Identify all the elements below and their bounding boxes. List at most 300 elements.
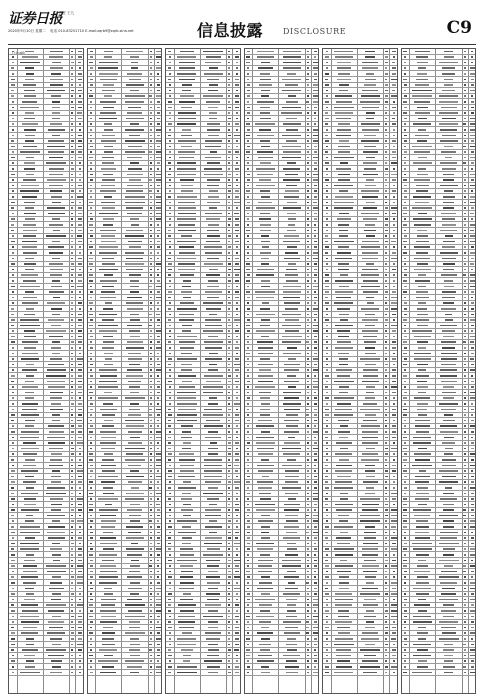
table-cell-text	[228, 532, 231, 534]
table-cell-text	[157, 168, 159, 170]
table-cell-text	[247, 604, 249, 606]
table-cell-text	[23, 224, 36, 226]
table-cell-text	[20, 672, 40, 674]
table-cell-text	[415, 425, 430, 427]
table-cell-text	[325, 84, 329, 86]
table-cell-text	[235, 263, 239, 265]
table-cell-text	[335, 599, 353, 601]
table-cell-text	[90, 123, 92, 125]
table-cell-text	[464, 269, 467, 271]
table-cell-text	[99, 62, 118, 64]
table-cell-text	[11, 286, 15, 288]
table-cell-text	[150, 481, 152, 483]
table-cell-text	[361, 308, 380, 310]
table-cell-text	[470, 230, 474, 232]
table-cell-text	[334, 207, 353, 209]
table-cell-text	[90, 537, 93, 539]
table-cell-text	[78, 218, 83, 220]
table-cell-text	[90, 638, 92, 640]
table-cell-text	[385, 403, 387, 405]
table-cell-text	[205, 213, 222, 215]
table-cell-text	[90, 358, 92, 360]
table-cell-text	[247, 392, 249, 394]
table-cell-text	[444, 565, 453, 567]
table-cell-text	[282, 325, 301, 327]
table-cell-text	[307, 135, 309, 137]
table-cell-text	[247, 476, 250, 478]
table-cell-text	[247, 554, 249, 556]
table-cell-text	[236, 314, 239, 316]
table-cell-text	[90, 286, 92, 288]
table-cell-text	[313, 202, 317, 204]
table-cell-text	[393, 230, 395, 232]
table-cell-text	[204, 73, 223, 75]
table-cell-text	[247, 213, 249, 215]
table-cell-text	[258, 381, 273, 383]
table-cell-text	[417, 565, 428, 567]
table-cell-text	[228, 520, 231, 522]
table-cell-text	[78, 431, 82, 433]
table-cell-text	[234, 560, 239, 562]
table-cell-text	[285, 252, 298, 254]
table-cell-text	[288, 498, 296, 500]
table-cell-text	[326, 353, 328, 355]
table-cell-text	[288, 437, 296, 439]
table-cell-text	[25, 258, 34, 260]
table-cell-text	[288, 263, 296, 265]
table-cell-text	[325, 297, 328, 299]
table-cell-text	[364, 168, 376, 170]
table-cell-text	[260, 610, 270, 612]
table-cell-text	[392, 140, 396, 142]
table-cell-text	[307, 263, 309, 265]
table-column	[87, 48, 163, 694]
table-cell-text	[228, 504, 230, 506]
table-cell-text	[362, 453, 378, 455]
table-cell-text	[414, 515, 430, 517]
table-cell-text	[314, 588, 317, 590]
table-cell-text	[150, 554, 152, 556]
table-cell-text	[471, 56, 473, 58]
table-cell-text	[364, 560, 376, 562]
table-cell-text	[392, 90, 395, 92]
table-cell-text	[307, 526, 309, 528]
table-cell-text	[385, 532, 387, 534]
table-cell-text	[24, 263, 36, 265]
table-cell-text	[11, 481, 15, 483]
table-cell-text	[404, 129, 406, 131]
table-cell-text	[169, 392, 171, 394]
table-cell-text	[236, 118, 239, 120]
table-cell-text	[313, 599, 318, 601]
table-cell-text	[168, 67, 171, 69]
table-cell-text	[235, 420, 239, 422]
table-cell-text	[464, 185, 466, 187]
table-cell-text	[71, 269, 73, 271]
table-cell-text	[285, 308, 298, 310]
table-cell-text	[104, 129, 113, 131]
table-cell-text	[326, 202, 328, 204]
table-cell-text	[169, 190, 171, 192]
table-cell-text	[130, 437, 140, 439]
table-cell-text	[392, 375, 397, 377]
table-cell-text	[49, 168, 64, 170]
table-cell-text	[260, 554, 270, 556]
table-cell-text	[228, 655, 230, 657]
table-cell-text	[470, 157, 475, 159]
table-cell-text	[127, 308, 143, 310]
table-row	[402, 670, 476, 676]
table-cell-text	[104, 123, 112, 125]
table-cell-text	[404, 56, 406, 58]
table-cell-text	[385, 218, 387, 220]
table-cell-text	[236, 448, 238, 450]
table-cell-text	[416, 241, 429, 243]
table-cell-text	[259, 604, 272, 606]
table-cell-text	[104, 593, 113, 595]
newspaper-logo: 证券日报	[8, 11, 62, 27]
table-cell-text	[100, 79, 117, 81]
table-cell-text	[325, 610, 329, 612]
table-cell-text	[71, 79, 73, 81]
table-cell-text	[11, 325, 14, 327]
table-cell-text	[307, 649, 309, 651]
table-cell-text	[90, 269, 92, 271]
table-cell-text	[156, 638, 162, 640]
table-cell-text	[102, 263, 115, 265]
table-cell-text	[391, 526, 396, 528]
table-cell-text	[314, 666, 316, 668]
table-cell-text	[235, 95, 239, 97]
table-cell-text	[150, 84, 152, 86]
table-cell-text	[26, 157, 34, 159]
table-cell-text	[307, 481, 310, 483]
table-cell-text	[307, 465, 309, 467]
table-cell-text	[99, 269, 118, 271]
table-cell-text	[90, 520, 93, 522]
table-cell-text	[414, 246, 430, 248]
table-cell-text	[129, 409, 140, 411]
table-cell-text	[339, 358, 348, 360]
table-cell-text	[77, 644, 83, 646]
table-cell-text	[325, 481, 328, 483]
table-cell-text	[168, 308, 171, 310]
table-cell-text	[90, 308, 92, 310]
table-cell-text	[71, 157, 73, 159]
table-cell-text	[235, 459, 239, 461]
table-cell-text	[90, 347, 93, 349]
table-cell-text	[307, 308, 309, 310]
table-cell-text	[442, 632, 456, 634]
table-cell-text	[11, 202, 15, 204]
table-cell-text	[247, 252, 249, 254]
table-cell-text	[90, 151, 92, 153]
table-cell-text	[102, 135, 115, 137]
table-cell-text	[157, 470, 159, 472]
table-cell-text	[385, 632, 387, 634]
table-cell-text	[334, 51, 353, 53]
table-cell-text	[150, 470, 152, 472]
table-cell-text	[203, 51, 223, 53]
table-cell-text	[307, 375, 310, 377]
table-cell-text	[228, 235, 230, 237]
table-cell-text	[464, 593, 466, 595]
table-cell-text	[125, 397, 145, 399]
table-cell-text	[471, 347, 475, 349]
table-cell-text	[314, 621, 317, 623]
table-cell-text	[90, 375, 94, 377]
table-cell-text	[78, 437, 81, 439]
table-cell-text	[203, 414, 223, 416]
table-cell-text	[443, 493, 453, 495]
table-cell-text	[385, 520, 387, 522]
table-cell-text	[50, 392, 63, 394]
table-cell-text	[464, 526, 466, 528]
table-cell-text	[234, 481, 240, 483]
table-cell-text	[77, 498, 82, 500]
table-cell-text	[337, 341, 351, 343]
table-cell-text	[46, 375, 66, 377]
table-cell-text	[325, 140, 329, 142]
table-cell-text	[180, 470, 194, 472]
table-cell-text	[284, 431, 299, 433]
table-cell-text	[314, 168, 316, 170]
table-cell-text	[228, 336, 230, 338]
table-cell-text	[103, 336, 113, 338]
table-cell-text	[78, 135, 82, 137]
table-cell-text	[25, 140, 34, 142]
table-cell-text	[337, 660, 350, 662]
table-cell-text	[90, 107, 92, 109]
table-cell-text	[183, 515, 191, 517]
table-cell-text	[385, 599, 387, 601]
table-cell-text	[325, 319, 329, 321]
table-cell-text	[246, 353, 250, 355]
table-cell-text	[48, 319, 65, 321]
table-cell-text	[339, 230, 348, 232]
table-cell-text	[236, 129, 238, 131]
table-cell-text	[71, 140, 74, 142]
table-cell-text	[417, 73, 427, 75]
table-cell-text	[464, 476, 466, 478]
table-cell-text	[78, 465, 81, 467]
table-cell-text	[47, 381, 65, 383]
table-cell-text	[403, 560, 407, 562]
table-cell-text	[71, 56, 73, 58]
table-cell-text	[247, 246, 249, 248]
table-cell-text	[440, 129, 457, 131]
table-cell-text	[177, 638, 196, 640]
table-cell-text	[169, 129, 171, 131]
table-cell-text	[307, 554, 309, 556]
table-cell-text	[11, 67, 14, 69]
table-cell-text	[47, 90, 66, 92]
table-cell-text	[168, 448, 171, 450]
table-cell-text	[247, 308, 250, 310]
table-cell-text	[156, 604, 161, 606]
table-cell-text	[156, 67, 161, 69]
table-cell-text	[413, 644, 431, 646]
table-cell-text	[52, 616, 61, 618]
table-cell-text	[314, 151, 316, 153]
table-cell-text	[71, 353, 73, 355]
table-cell-text	[326, 644, 329, 646]
table-cell-text	[414, 179, 430, 181]
table-cell-text	[441, 358, 457, 360]
table-cell-text	[128, 241, 142, 243]
table-cell-text	[464, 140, 466, 142]
table-cell-text	[364, 84, 376, 86]
table-cell-text	[169, 62, 171, 64]
table-cell-text	[178, 263, 195, 265]
table-cell-text	[52, 576, 61, 578]
table-cell-text	[234, 649, 239, 651]
table-cell-text	[404, 660, 406, 662]
table-cell-text	[282, 565, 301, 567]
table-cell-text	[255, 123, 275, 125]
table-cell-text	[404, 157, 406, 159]
table-cell-text	[286, 616, 297, 618]
table-cell-text	[443, 526, 454, 528]
table-cell-text	[440, 162, 458, 164]
table-cell-text	[385, 604, 387, 606]
table-cell-text	[208, 621, 218, 623]
table-cell-text	[12, 151, 14, 153]
table-cell-text	[470, 341, 474, 343]
table-cell-text	[364, 135, 376, 137]
table-cell-text	[52, 543, 60, 545]
table-cell-text	[471, 302, 475, 304]
table-cell-text	[247, 386, 249, 388]
table-cell-text	[71, 297, 73, 299]
table-cell-text	[236, 392, 238, 394]
table-cell-text	[404, 107, 407, 109]
table-cell-text	[71, 375, 73, 377]
table-cell-text	[150, 123, 152, 125]
table-cell-text	[470, 369, 475, 371]
table-cell-text	[52, 470, 60, 472]
table-cell-text	[126, 425, 144, 427]
table-cell-text	[385, 101, 388, 103]
table-cell-text	[385, 224, 388, 226]
table-cell-text	[325, 179, 329, 181]
table-cell-text	[439, 543, 459, 545]
table-cell-text	[11, 224, 14, 226]
table-cell-text	[471, 666, 475, 668]
table-cell-text	[414, 571, 430, 573]
table-cell-text	[284, 509, 299, 511]
table-cell-text	[209, 269, 218, 271]
table-cell-text	[235, 79, 240, 81]
table-cell-text	[326, 146, 328, 148]
table-cell-text	[79, 610, 81, 612]
table-cell-text	[307, 498, 309, 500]
table-cell-text	[90, 364, 93, 366]
table-cell-text	[464, 314, 466, 316]
table-cell-text	[228, 218, 230, 220]
table-cell-text	[203, 554, 222, 556]
table-cell-text	[168, 341, 171, 343]
table-cell-text	[325, 252, 328, 254]
table-cell-text	[169, 157, 171, 159]
table-cell-text	[236, 140, 239, 142]
table-cell-text	[11, 560, 15, 562]
table-cell-text	[247, 526, 250, 528]
table-cell-text	[126, 347, 144, 349]
table-cell-text	[78, 375, 83, 377]
table-cell-text	[313, 62, 318, 64]
table-cell-text	[306, 79, 309, 81]
table-cell-text	[236, 336, 239, 338]
table-cell-text	[414, 101, 430, 103]
table-cell-text	[99, 576, 118, 578]
table-cell-text	[79, 493, 81, 495]
table-cell-text	[129, 571, 140, 573]
table-cell-text	[22, 610, 39, 612]
table-cell-text	[445, 235, 453, 237]
table-cell-text	[415, 280, 430, 282]
table-cell-text	[325, 487, 328, 489]
table-cell-text	[71, 280, 73, 282]
table-cell-text	[417, 487, 428, 489]
table-cell-text	[78, 632, 81, 634]
table-cell-text	[77, 520, 82, 522]
table-cell-text	[362, 431, 378, 433]
table-cell-text	[150, 526, 152, 528]
table-cell-text	[440, 425, 456, 427]
table-cell-text	[313, 604, 317, 606]
table-cell-text	[208, 280, 218, 282]
table-cell-text	[257, 151, 273, 153]
table-cell-text	[236, 515, 238, 517]
table-cell-text	[307, 190, 309, 192]
table-cell-text	[48, 526, 65, 528]
table-cell-text	[177, 196, 197, 198]
table-cell-text	[206, 56, 221, 58]
table-cell-text	[441, 213, 456, 215]
table-cell-text	[444, 84, 453, 86]
table-cell-text	[404, 90, 406, 92]
table-cell-text	[178, 269, 195, 271]
table-cell-text	[393, 112, 395, 114]
table-cell-text	[25, 425, 34, 427]
table-cell-text	[157, 571, 159, 573]
table-cell-text	[205, 319, 222, 321]
table-cell-text	[71, 448, 74, 450]
table-cell-text	[90, 196, 92, 198]
table-cell-text	[129, 246, 141, 248]
table-cell-text	[181, 437, 192, 439]
table-cell-text	[393, 453, 395, 455]
table-cell-text	[100, 442, 116, 444]
table-cell-text	[150, 431, 153, 433]
table-cell-text	[168, 235, 171, 237]
table-cell-text	[404, 302, 407, 304]
table-cell-text	[104, 588, 112, 590]
table-cell-text	[78, 627, 81, 629]
table-cell-text	[177, 403, 197, 405]
table-cell-text	[71, 509, 74, 511]
table-cell-text	[209, 190, 218, 192]
table-cell-text	[228, 67, 230, 69]
table-cell-text	[131, 224, 139, 226]
table-cell-text	[149, 409, 152, 411]
table-cell-text	[26, 308, 33, 310]
table-cell-text	[444, 437, 454, 439]
table-cell-text	[125, 604, 145, 606]
table-cell-text	[209, 520, 217, 522]
table-cell-text	[334, 202, 354, 204]
